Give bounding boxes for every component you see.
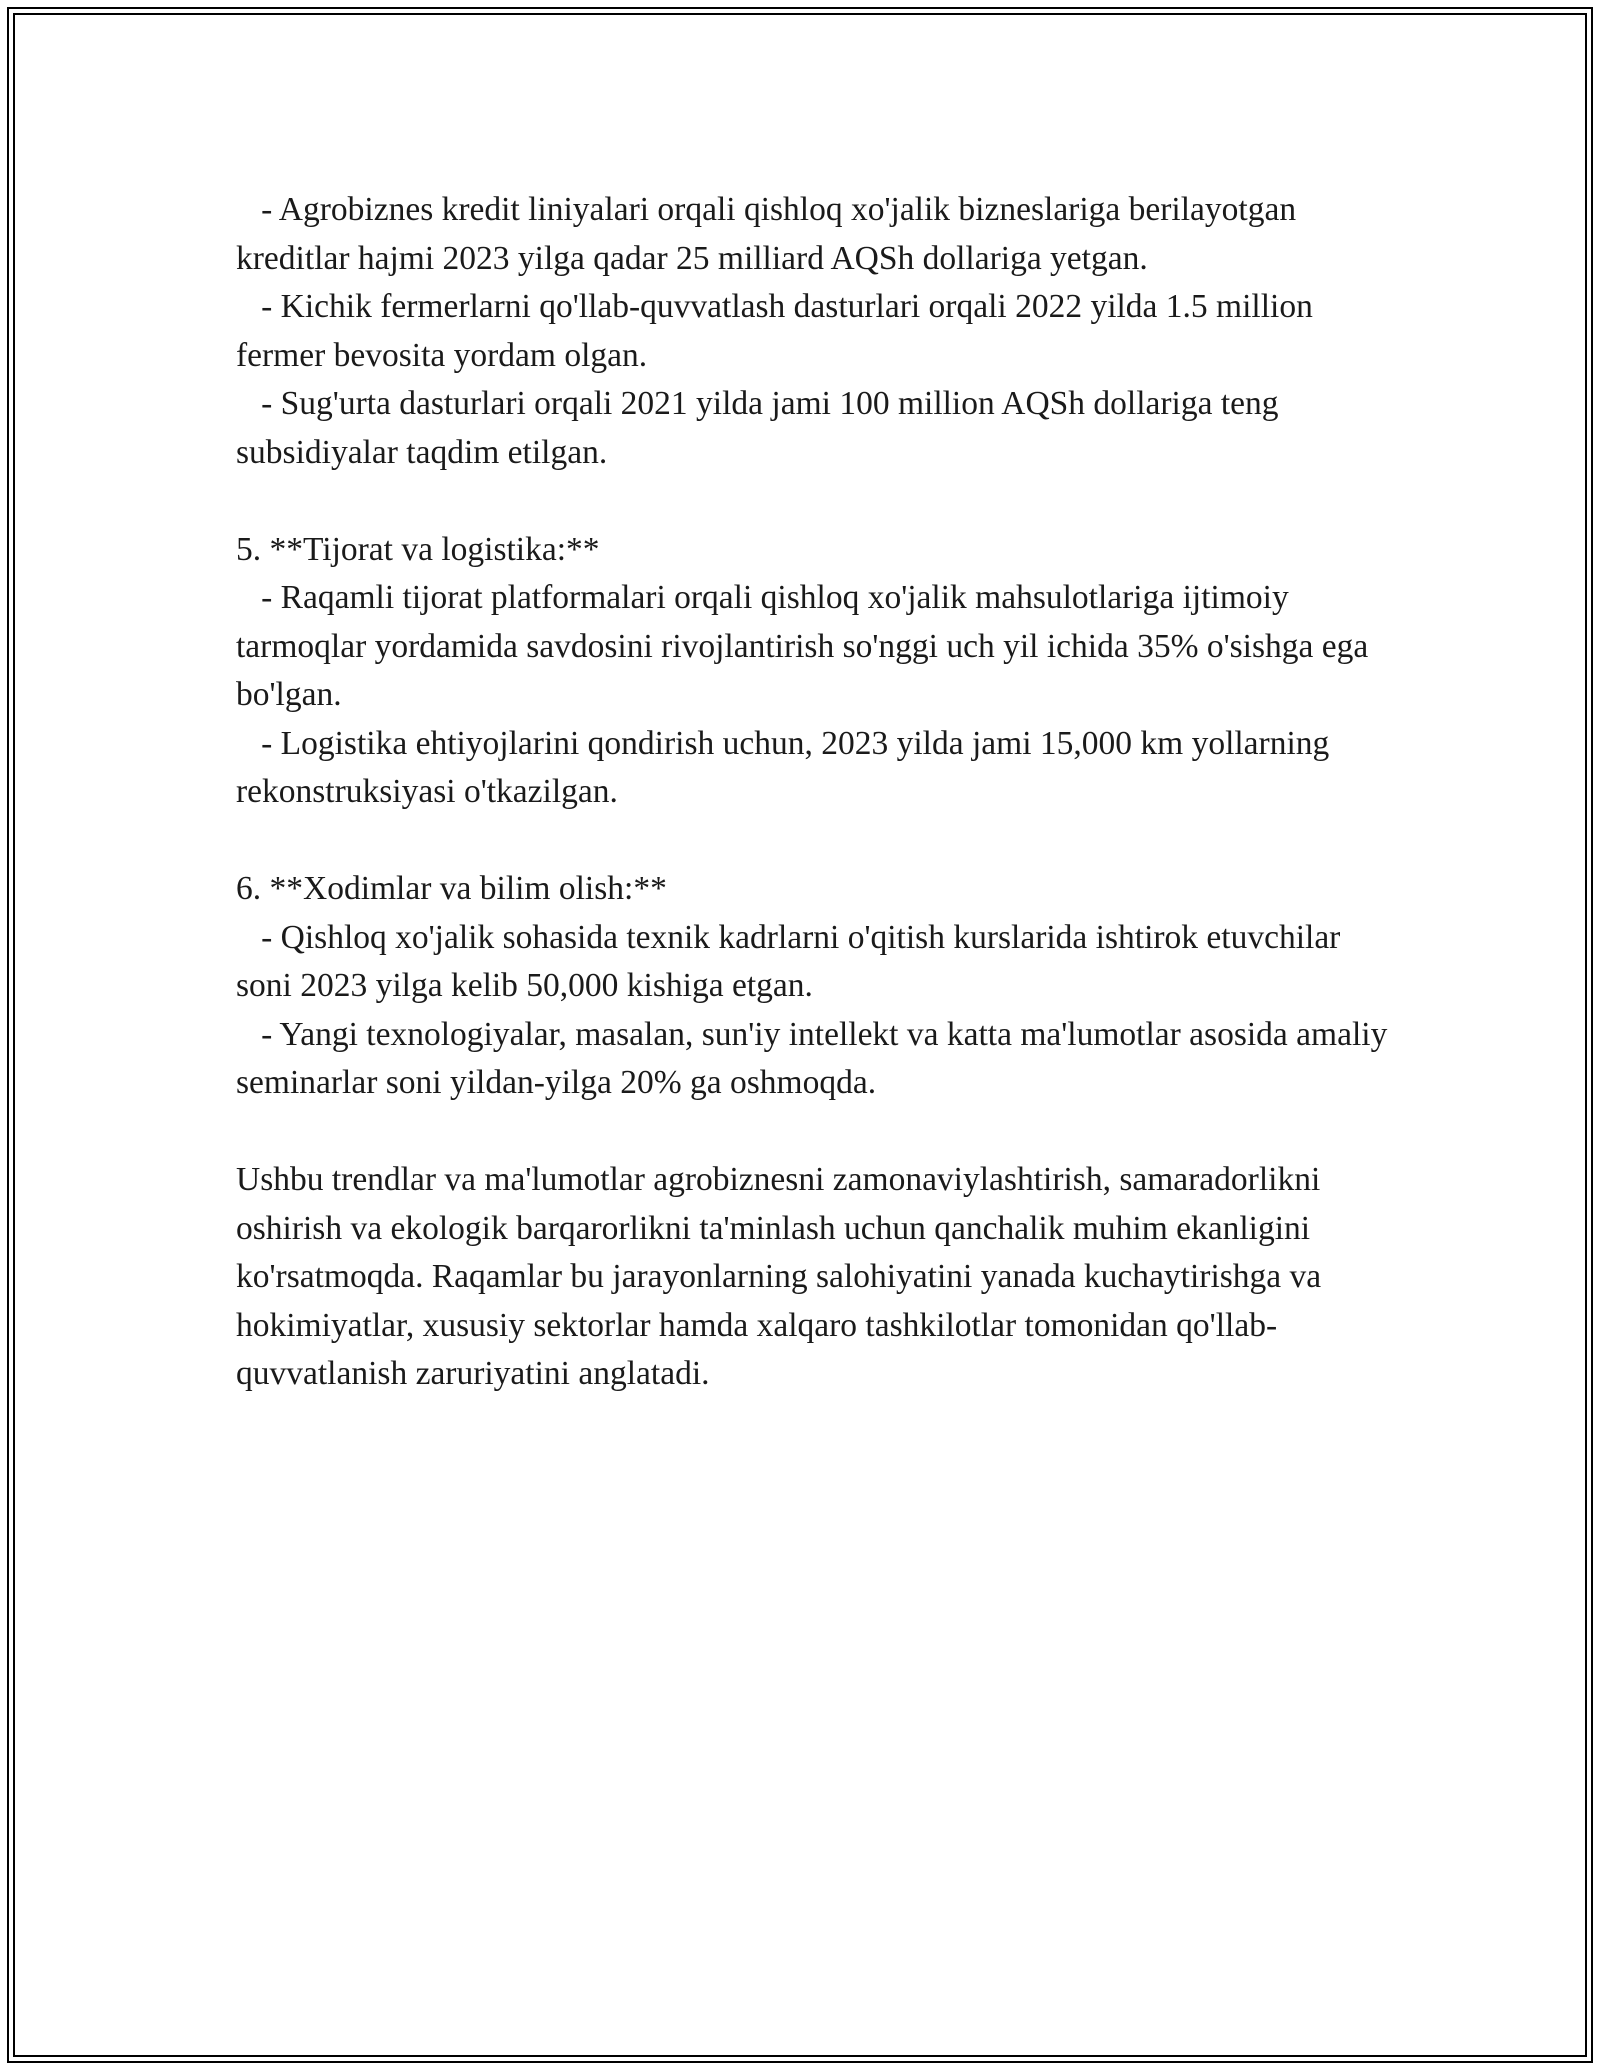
spacer: [236, 477, 1396, 526]
conclusion-paragraph: Ushbu trendlar va ma'lumotlar agrobiznesni zamonaviylashtirish, samaradorlikni oshirish va ekologik barqarorlikni ta'minlash uchun qanchalik muhim ekanligini ko'rsatmoqda. Raqamlar bu jarayonlarning salohiyatini yanada kuchaytirishga va hokimiyatlar, xususiy sektorlar hamda xalqaro tashkilotlar tomonidan qo'llab-quvvatlanish zaruriyatini anglatadi.: [236, 1161, 1322, 1392]
spacer: [236, 817, 1396, 866]
bullet-small-farmers: - Kichik fermerlarni qo'llab-quvvatlash dasturlari orqali 2022 yilda 1.5 million fermer bevosita yordam olgan.: [236, 288, 1322, 374]
bullet-digital-commerce: - Raqamli tijorat platformalari orqali qishloq xo'jalik mahsulotlariga ijtimoiy tarmoqlar yordamida savdosini rivojlantirish so'nggi uch yil ichida 35% o'sishga ega bo'lgan.: [236, 579, 1377, 713]
bullet-insurance: - Sug'urta dasturlari orqali 2021 yilda jami 100 million AQSh dollariga teng subsidiyalar taqdim etilgan.: [236, 385, 1287, 471]
section-heading-trade-logistics: 5. **Tijorat va logistika:**: [236, 530, 600, 568]
document-body: [236, 186, 1396, 1399]
section-heading-staff-education: 6. **Xodimlar va bilim olish:**: [236, 870, 667, 907]
bullet-new-technologies: - Yangi texnologiyalar, masalan, sun'iy intellekt va katta ma'lumotlar asosida amaliy seminarlar soni yildan-yilga 20% ga oshmoqda.: [236, 1015, 1396, 1101]
spacer: [236, 1108, 1396, 1157]
bullet-agrobusiness-credit: - Agrobiznes kredit liniyalari orqali qishloq xo'jalik bizneslariga berilayotgan kreditlar hajmi 2023 yilga qadar 25 milliard AQSh dollariga yetgan.: [236, 191, 1305, 277]
bullet-training-courses: - Qishloq xo'jalik sohasida texnik kadrlarni o'qitish kurslarida ishtirok etuvchilar soni 2023 yilga kelib 50,000 kishiga etgan.: [236, 918, 1349, 1004]
bullet-logistics-roads: - Logistika ehtiyojlarini qondirish uchun, 2023 yilda jami 15,000 km yollarning rekonstruksiyasi o'tkazilgan.: [236, 724, 1338, 810]
